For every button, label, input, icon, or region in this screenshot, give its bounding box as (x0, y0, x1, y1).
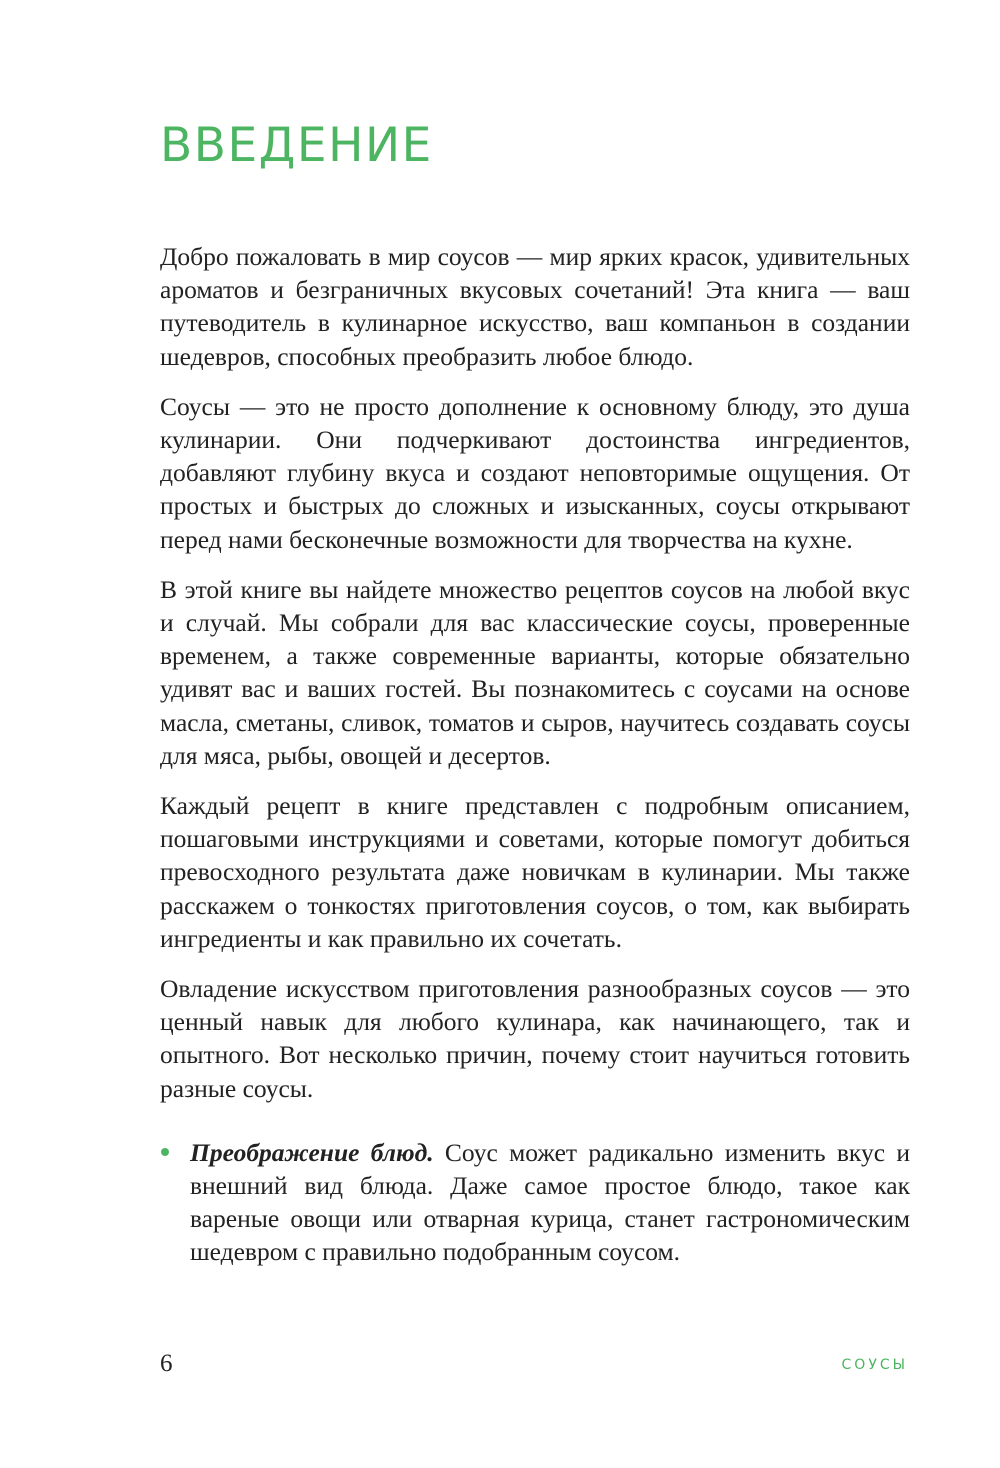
paragraph-2: Соусы — это не просто дополнение к основному блюду, это душа кулинарии. Они подчеркивают достоинства ингредиентов, добавляют глубину вкуса и создают неповторимые ощущения. От простых и быстрых до сложных и изысканных, соусы открывают перед нами бесконечные возможности для творчества на кухне. (160, 391, 910, 554)
list-item (160, 1136, 910, 1269)
paragraph-4: Каждый рецепт в книге представлен с подробным описанием, пошаговыми инструкциями и советами, которые помогут добиться превосходного результата даже новичкам в кулинарии. Мы также расскажем о тонкостях приготовления соусов, о том, как выбирать ингредиенты и как правильно их сочетать. (160, 791, 910, 953)
paragraph-3: В этой книге вы найдете множество рецептов соусов на любой вкус и случай. Мы собрали для вас классические соусы, проверенные временем, а также современные варианты, которые обязательно удивят вас и ваших гостей. Вы познакомитесь с соусами на основе масла, сметаны, сливок, томатов и сыров, научитесь создавать соусы для мяса, рыбы, овощей и десертов. (160, 574, 910, 770)
bullet-term: Преображение блюд. (190, 1137, 434, 1167)
bullet-dot-icon (161, 1148, 169, 1156)
paragraph-5: Овладение искусством приготовления разнообразных соусов — это ценный навык для любого кулинара, как начинающего, так и опытного. Вот несколько причин, почему стоит научиться готовить разные соусы. (160, 974, 910, 1103)
page-number: 6 (160, 1350, 173, 1377)
running-footer: СОУСЫ (841, 1357, 908, 1373)
chapter-title: ВВЕДЕНИЕ (160, 118, 433, 173)
bullet-text: Соус может радикально изменить вкус и внешний вид блюда. Даже самое простое блюдо, такое как вареные овощи или отварная курица, станет гастрономическим шедевром с правильно подобранным соусом. (190, 1137, 910, 1267)
paragraph-1: Добро пожаловать в мир соусов — мир ярких красок, удивительных ароматов и безграничных вкусовых сочетаний! Эта книга — ваш путеводитель в кулинарное искусство, ваш компаньон в создании шедевров, способных преобразить любое блюдо. (160, 242, 910, 371)
body-text (160, 240, 910, 1269)
bullet-list (160, 1136, 910, 1269)
